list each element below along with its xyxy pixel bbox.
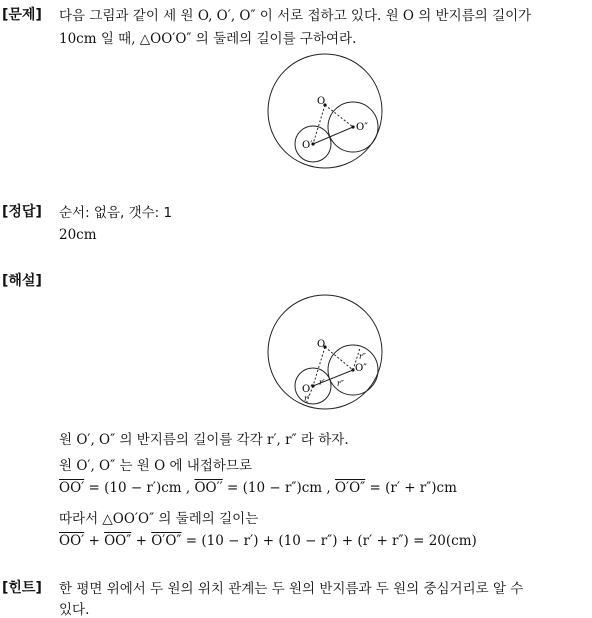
solution-line1: 원 O′, O″ 의 반지름의 길이를 각각 r′, r″ 라 하자. bbox=[59, 432, 349, 448]
expr-3: = (r′ + r″)cm bbox=[365, 480, 457, 496]
label-o1: O′ bbox=[302, 140, 313, 151]
label-o1: O′ bbox=[302, 384, 313, 395]
label-r1a: r′ bbox=[319, 378, 325, 387]
hint-label: [힌트] bbox=[2, 580, 42, 596]
label-r2a: r″ bbox=[337, 379, 344, 388]
answer-meta: 순서: 없음, 갯수: 1 bbox=[59, 205, 173, 221]
segment-o1o2-text: O′O″ bbox=[334, 480, 366, 496]
plus-1: + bbox=[84, 533, 105, 549]
segment-oo2 bbox=[325, 347, 353, 370]
label-o2: O″ bbox=[356, 122, 368, 133]
solution-line5 bbox=[59, 533, 477, 549]
segment-oo2 bbox=[325, 105, 353, 127]
solution-line4: 따라서 △OO′O″ 의 둘레의 길이는 bbox=[59, 511, 259, 527]
answer-value: 20cm bbox=[59, 227, 97, 243]
problem-figure bbox=[262, 48, 388, 174]
solution-label: [해설] bbox=[2, 273, 42, 289]
expr-2: = (10 − r″)cm , bbox=[222, 480, 335, 496]
hint-line1: 한 평면 위에서 두 원의 위치 관계는 두 원의 반지름과 두 원의 중심거리로 알 수 bbox=[59, 581, 524, 597]
result-expr: = (10 − r′) + (10 − r″) + (r′ + r″) = 20(cm) bbox=[181, 533, 477, 549]
label-o: O bbox=[317, 339, 326, 350]
label-r1b: r′ bbox=[304, 394, 310, 403]
expr-1: = (10 − r′)cm , bbox=[84, 480, 195, 496]
center-o2 bbox=[351, 125, 354, 128]
segment-oo2-text: OO″ bbox=[104, 533, 132, 549]
answer-label: [정답] bbox=[2, 204, 42, 220]
problem-text-line2: 10cm 일 때, △OO′O″ 의 둘레의 길이를 구하여라. bbox=[59, 31, 357, 47]
segment-o1o2-text: O′O″ bbox=[151, 533, 182, 549]
segment-oo1 bbox=[313, 105, 325, 144]
solution-figure bbox=[262, 292, 388, 414]
label-o2: O″ bbox=[355, 363, 367, 374]
problem-label: [문제] bbox=[2, 7, 42, 23]
problem-text-line1: 다음 그림과 같이 세 원 O, O′, O″ 이 서로 접하고 있다. 원 O 의 반지름의 길이가 bbox=[59, 8, 532, 24]
segment-oo1-text: OO′ bbox=[59, 480, 85, 496]
solution-line3 bbox=[59, 480, 457, 496]
circle-o bbox=[268, 54, 382, 168]
label-r2b: r″ bbox=[359, 352, 366, 361]
solution-line2: 원 O′, O″ 는 원 O 에 내접하므로 bbox=[59, 458, 253, 474]
label-o: O bbox=[317, 96, 326, 107]
hint-line2: 있다. bbox=[59, 602, 90, 618]
segment-oo2-text: OO′′ bbox=[194, 480, 223, 496]
plus-2: + bbox=[131, 533, 152, 549]
segment-oo1-text: OO′ bbox=[59, 533, 85, 549]
